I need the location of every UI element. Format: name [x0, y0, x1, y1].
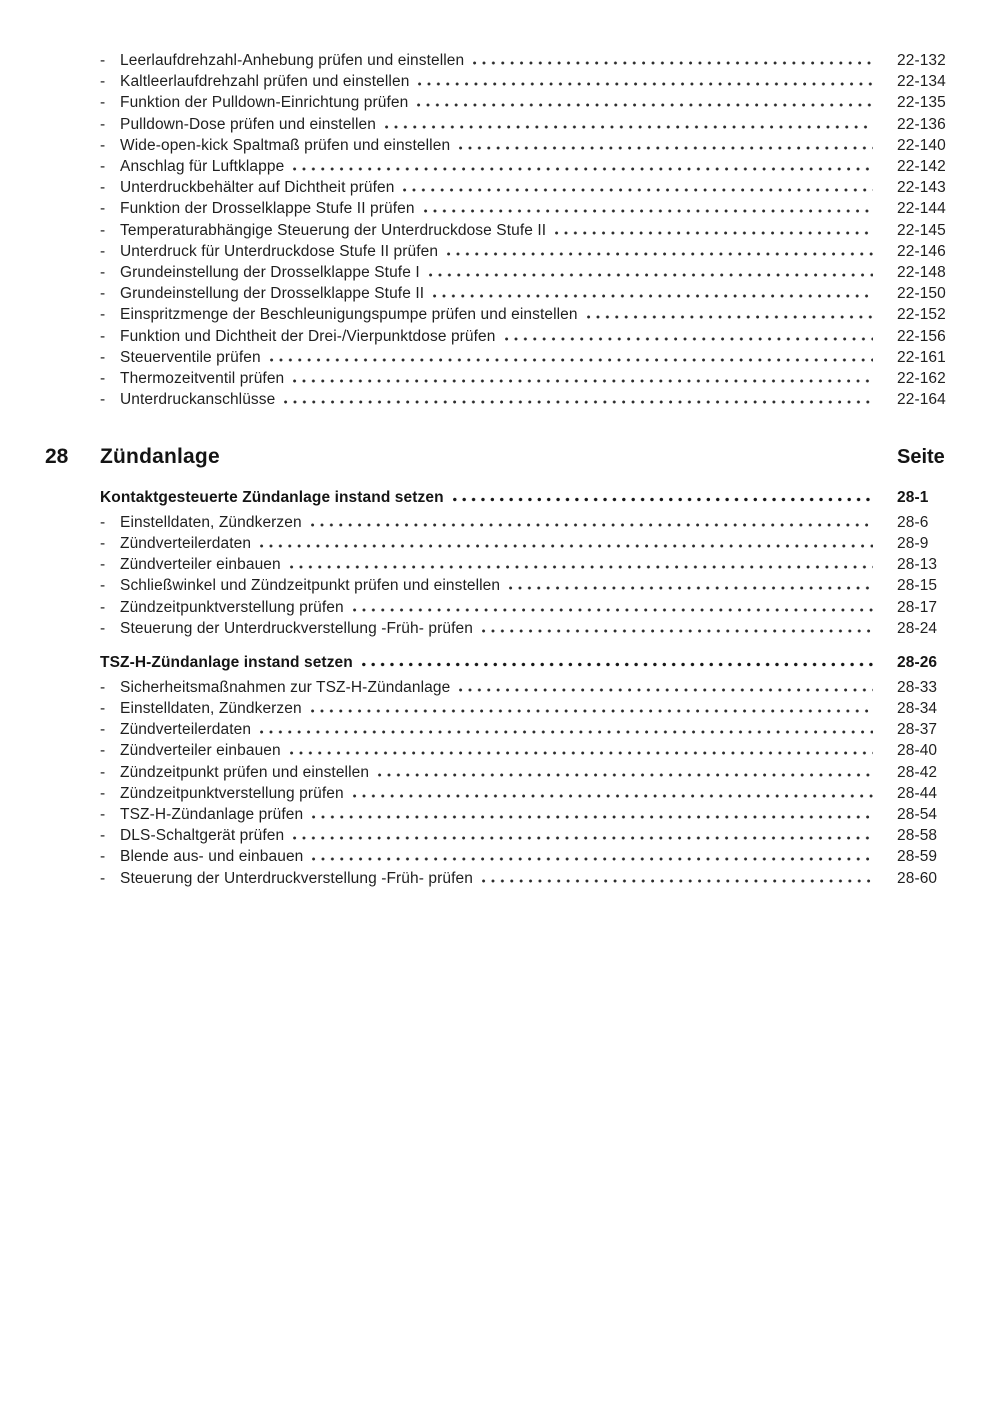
toc-entry-page: 28-34: [897, 699, 938, 717]
dash-bullet: -: [100, 221, 106, 239]
dot-leader: [417, 103, 873, 107]
toc-entry: [100, 71, 950, 92]
dash-bullet: -: [100, 678, 106, 696]
toc-entry: [100, 804, 950, 825]
toc-entry-label: DLS-Schaltgerät prüfen: [120, 827, 285, 845]
toc-entry-page: 22-144: [897, 200, 946, 218]
toc-entry-label: Grundeinstellung der Drosselklappe Stufe II: [120, 285, 425, 303]
dot-leader: [362, 662, 873, 667]
toc-entry-page: 28-6: [897, 513, 929, 531]
dot-leader: [311, 523, 873, 527]
dot-leader: [290, 751, 873, 755]
toc-entry-label: Steuerventile prüfen: [120, 348, 261, 366]
toc-entry-page: 28-17: [897, 598, 938, 616]
dot-leader: [433, 294, 873, 298]
dot-leader: [378, 773, 873, 777]
dash-bullet: -: [100, 598, 106, 616]
toc-entry: [100, 597, 950, 618]
toc-entry-page: 28-40: [897, 742, 938, 760]
toc-entry-page: 22-140: [897, 136, 946, 154]
section-number: 28: [45, 445, 69, 468]
toc-entry-label: Wide-open-kick Spaltmaß prüfen und einstellen: [120, 136, 451, 154]
dot-leader: [270, 358, 873, 362]
dot-leader: [555, 231, 873, 235]
toc-entry-label: Zündverteiler einbauen: [120, 742, 281, 760]
toc-entry-label: Kaltleerlaufdrehzahl prüfen und einstellen: [120, 73, 410, 91]
dot-leader: [453, 497, 873, 502]
dash-bullet: -: [100, 721, 106, 739]
toc-entry: [100, 783, 950, 804]
toc-entry-label: Schließwinkel und Zündzeitpunkt prüfen und einstellen: [120, 577, 501, 595]
toc-entry-page: 22-132: [897, 52, 946, 69]
dot-leader: [353, 608, 873, 612]
toc-entry-page: 22-164: [897, 391, 946, 409]
toc-entry: [100, 241, 950, 262]
toc-entry: [100, 825, 950, 846]
section-header: [45, 444, 950, 470]
dot-leader: [284, 400, 873, 404]
toc-entry-page: 28-42: [897, 763, 938, 781]
toc-entry-page: 22-136: [897, 115, 946, 133]
toc-entry-label: Blende aus- und einbauen: [120, 848, 304, 866]
dash-bullet: -: [100, 763, 106, 781]
dash-bullet: -: [100, 200, 106, 218]
toc-entry: [100, 177, 950, 198]
toc-entry-page: 22-148: [897, 264, 946, 282]
toc-entry-label: Funktion der Drosselklappe Stufe II prüfen: [120, 200, 415, 218]
toc-entry: [100, 283, 950, 304]
dot-leader: [429, 273, 873, 277]
dot-leader: [473, 61, 873, 65]
toc-entry-label: Zündzeitpunktverstellung prüfen: [120, 784, 344, 802]
dot-leader: [587, 315, 873, 319]
dash-bullet: -: [100, 73, 106, 91]
toc-entry: [100, 198, 950, 219]
toc-group-title-row: [100, 487, 950, 508]
dash-bullet: -: [100, 370, 106, 388]
dash-bullet: -: [100, 619, 106, 637]
toc-entry: [100, 92, 950, 113]
page-column-header: Seite: [897, 446, 945, 468]
toc-entry-page: 22-161: [897, 348, 946, 366]
dot-leader: [403, 188, 873, 192]
toc-entry: [100, 156, 950, 177]
toc-entry-page: 22-152: [897, 306, 946, 324]
toc-group-items: [100, 512, 950, 639]
toc-entry-page: 28-60: [897, 869, 938, 887]
toc-entry-label: Einspritzmenge der Beschleunigungspumpe prüfen und einstellen: [120, 306, 578, 324]
dash-bullet: -: [100, 534, 106, 552]
dot-leader: [459, 688, 873, 692]
dash-bullet: -: [100, 784, 106, 802]
toc-group-tsz-h: [100, 652, 950, 889]
dot-leader: [290, 565, 873, 569]
dot-leader: [293, 836, 873, 840]
dot-leader: [385, 125, 873, 129]
toc-entry-label: Thermozeitventil prüfen: [120, 370, 285, 388]
dash-bullet: -: [100, 136, 106, 154]
toc-group-page: 28-1: [897, 489, 929, 506]
dash-bullet: -: [100, 348, 106, 366]
toc-entry: [100, 698, 950, 719]
dash-bullet: -: [100, 391, 106, 409]
toc-entry-label: Grundeinstellung der Drosselklappe Stufe I: [120, 264, 420, 282]
toc-entry: [100, 135, 950, 156]
toc-entry-page: 28-9: [897, 534, 929, 552]
dot-leader: [424, 209, 873, 213]
toc-entry: [100, 575, 950, 596]
toc-entry-page: 22-156: [897, 327, 946, 345]
dash-bullet: -: [100, 848, 106, 866]
toc-entry-label: Steuerung der Unterdruckverstellung -Früh- prüfen: [120, 869, 473, 887]
dot-leader: [293, 167, 873, 171]
dash-bullet: -: [100, 742, 106, 760]
toc-entry-page: 28-15: [897, 577, 938, 595]
toc-entry-page: 22-143: [897, 179, 946, 197]
toc-entry-page: 22-162: [897, 370, 946, 388]
dot-leader: [418, 82, 873, 86]
dash-bullet: -: [100, 327, 106, 345]
dot-leader: [293, 379, 873, 383]
dash-bullet: -: [100, 115, 106, 133]
toc-entry: [100, 326, 950, 347]
toc-entry: [100, 762, 950, 783]
toc-entry: [100, 389, 950, 410]
dash-bullet: -: [100, 285, 106, 303]
toc-entry: [100, 719, 950, 740]
toc-entry: [100, 220, 950, 241]
toc-entry-label: Unterdruck für Unterdruckdose Stufe II prüfen: [120, 242, 439, 260]
dash-bullet: -: [100, 158, 106, 176]
dash-bullet: -: [100, 513, 106, 531]
toc-entry-page: 28-13: [897, 556, 938, 574]
dot-leader: [312, 815, 873, 819]
toc-entry-label: Unterdruckanschlüsse: [120, 391, 276, 409]
toc-group-items: [100, 677, 950, 889]
dash-bullet: -: [100, 827, 106, 845]
section-title: Zündanlage: [100, 445, 220, 468]
toc-group-kontaktgesteuert: [100, 487, 950, 639]
dash-bullet: -: [100, 869, 106, 887]
toc-entry: [100, 618, 950, 639]
toc-entry-label: Einstelldaten, Zündkerzen: [120, 513, 302, 531]
dash-bullet: -: [100, 556, 106, 574]
toc-entry: [100, 740, 950, 761]
dot-leader: [312, 857, 873, 861]
toc-entry-label: Funktion und Dichtheit der Drei-/Vierpunktdose prüfen: [120, 327, 496, 345]
toc-entry-label: Leerlaufdrehzahl-Anhebung prüfen und einstellen: [120, 52, 465, 69]
dot-leader: [260, 730, 873, 734]
toc-entry-label: TSZ-H-Zündanlage prüfen: [120, 805, 304, 823]
toc-entry-label: Zündverteilerdaten: [120, 721, 252, 739]
toc-entry-label: Zündzeitpunktverstellung prüfen: [120, 598, 344, 616]
toc-entry-page: 22-150: [897, 285, 946, 303]
toc-entry-page: 28-54: [897, 805, 938, 823]
toc-entry-label: Zündzeitpunkt prüfen und einstellen: [120, 763, 370, 781]
toc-entry-page: 28-59: [897, 848, 938, 866]
toc-group-page: 28-26: [897, 654, 938, 671]
dash-bullet: -: [100, 306, 106, 324]
toc-entry: [100, 347, 950, 368]
toc-entry: [100, 677, 950, 698]
toc-group-title: Kontaktgesteuerte Zündanlage instand setzen: [100, 489, 444, 506]
dot-leader: [311, 709, 873, 713]
dot-leader: [505, 337, 874, 341]
dash-bullet: -: [100, 699, 106, 717]
toc-entry-label: Zündverteilerdaten: [120, 534, 252, 552]
dot-leader: [353, 794, 873, 798]
dash-bullet: -: [100, 577, 106, 595]
toc-entry-page: 22-146: [897, 242, 946, 260]
toc-entry-label: Zündverteiler einbauen: [120, 556, 281, 574]
toc-entry-label: Steuerung der Unterdruckverstellung -Früh- prüfen: [120, 619, 473, 637]
dash-bullet: -: [100, 264, 106, 282]
dash-bullet: -: [100, 805, 106, 823]
dash-bullet: -: [100, 94, 106, 112]
toc-entry-page: 28-37: [897, 721, 938, 739]
dash-bullet: -: [100, 179, 106, 197]
toc-entry-page: 22-145: [897, 221, 946, 239]
dot-leader: [459, 146, 873, 150]
toc-entry: [100, 304, 950, 325]
dot-leader: [447, 252, 873, 256]
toc-entry-label: Sicherheitsmaßnahmen zur TSZ-H-Zündanlage: [120, 678, 451, 696]
toc-entry: [100, 554, 950, 575]
toc-group-title-row: [100, 652, 950, 673]
dot-leader: [509, 586, 873, 590]
toc-entry: [100, 512, 950, 533]
toc-entry: [100, 846, 950, 867]
toc-entry: [100, 262, 950, 283]
toc-entry-label: Pulldown-Dose prüfen und einstellen: [120, 115, 376, 133]
toc-group-title: TSZ-H-Zündanlage instand setzen: [100, 654, 353, 671]
toc-entry-label: Funktion der Pulldown-Einrichtung prüfen: [120, 94, 409, 112]
toc-entry: [100, 50, 950, 71]
toc-entry-label: Einstelldaten, Zündkerzen: [120, 699, 302, 717]
dash-bullet: -: [100, 242, 106, 260]
toc-entry-page: 22-142: [897, 158, 946, 176]
toc-entry-page: 22-134: [897, 73, 946, 91]
toc-entry-label: Unterdruckbehälter auf Dichtheit prüfen: [120, 179, 395, 197]
toc-entry: [100, 114, 950, 135]
dot-leader: [260, 544, 873, 548]
toc-entry-page: 28-33: [897, 678, 938, 696]
toc-entry-page: 28-44: [897, 784, 938, 802]
toc-entry-label: Temperaturabhängige Steuerung der Unterdruckdose Stufe II: [120, 221, 547, 239]
dash-bullet: -: [100, 52, 106, 69]
dot-leader: [482, 629, 873, 633]
toc-entry: [100, 533, 950, 554]
toc-list-section-22: [100, 50, 950, 410]
toc-entry: [100, 368, 950, 389]
toc-entry-page: 22-135: [897, 94, 946, 112]
toc-entry-page: 28-58: [897, 827, 938, 845]
toc-entry-page: 28-24: [897, 619, 938, 637]
toc-entry-label: Anschlag für Luftklappe: [120, 158, 285, 176]
dot-leader: [482, 879, 873, 883]
toc-entry: [100, 868, 950, 889]
